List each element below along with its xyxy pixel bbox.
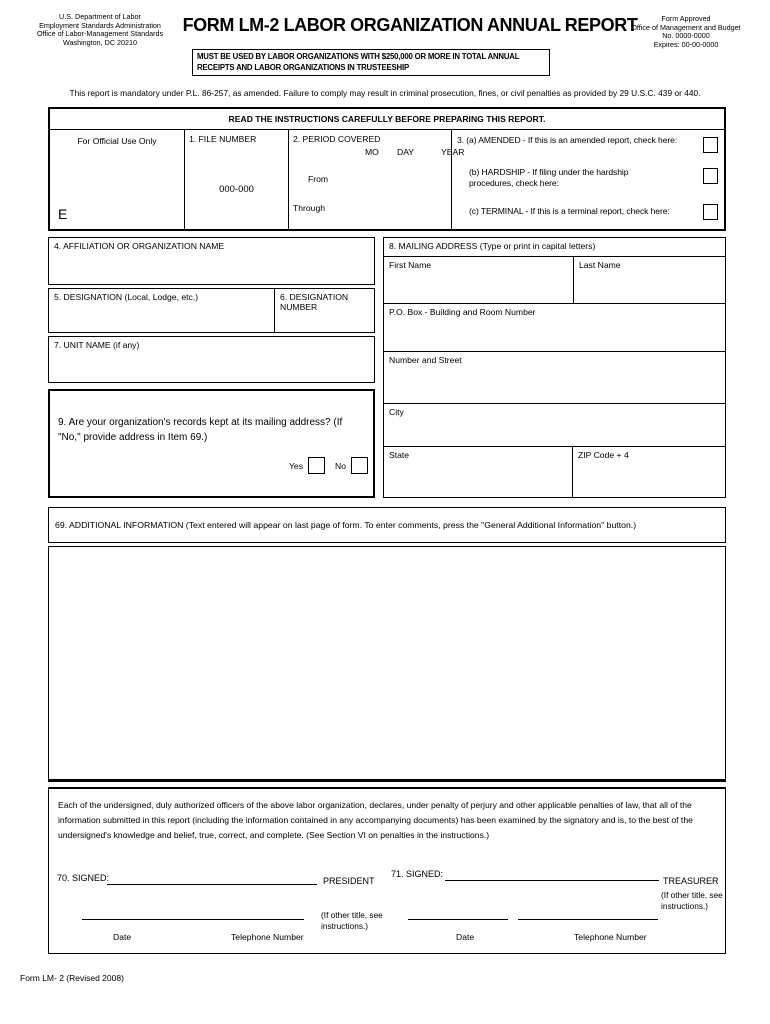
hardship-label: (b) HARDSHIP - If filing under the hardship procedures, check here:: [469, 167, 629, 188]
must-use-note: MUST BE USED BY LABOR ORGANIZATIONS WITH $250,000 OR MORE IN TOTAL ANNUAL RECEIPTS AND LABOR ORGANIZATIONS IN TRUSTEESHIP: [192, 49, 550, 76]
date-line-71[interactable]: [408, 908, 508, 920]
official-use-label: For Official Use Only: [77, 136, 157, 146]
street-label: Number and Street: [389, 355, 462, 365]
zip-label: ZIP Code + 4: [578, 450, 629, 460]
date-label-71: Date: [456, 932, 475, 942]
first-name-label: First Name: [389, 260, 432, 270]
designation-number-field[interactable]: [275, 289, 374, 332]
state-zip-row: [384, 447, 725, 497]
date-phone-line-70[interactable]: [82, 908, 304, 920]
hardship-checkbox[interactable]: [703, 168, 718, 184]
state-label: State: [389, 450, 410, 460]
designation-label: 5. DESIGNATION (Local, Lodge, etc.): [54, 292, 199, 302]
other-title-note-71: (If other title, see instructions.): [661, 890, 723, 911]
mailing-address-header: [384, 238, 725, 257]
file-number-cell: [185, 130, 289, 229]
phone-line-71[interactable]: [518, 908, 658, 920]
form-title: FORM LM-2 LABOR ORGANIZATION ANNUAL REPORT: [182, 15, 638, 35]
terminal-label: (c) TERMINAL - If this is a terminal report, check here:: [469, 206, 670, 216]
po-box-field[interactable]: [384, 304, 725, 352]
period-through-label: Through: [293, 203, 326, 213]
period-from-field[interactable]: [344, 170, 444, 188]
additional-info-header: [48, 507, 726, 543]
instructions-banner: READ THE INSTRUCTIONS CAREFULLY BEFORE PREPARING THIS REPORT.: [50, 109, 724, 130]
agency-line: Washington, DC 20210: [62, 38, 138, 48]
po-box-label: P.O. Box - Building and Room Number: [389, 307, 536, 317]
records-no-checkbox[interactable]: [351, 457, 368, 474]
agency-block: [28, 13, 172, 48]
additional-info-field[interactable]: [48, 546, 726, 782]
unit-name-field[interactable]: [48, 336, 375, 383]
item3-cell: [452, 130, 724, 229]
agency-line: Office of Labor-Management Standards: [36, 29, 164, 39]
mandatory-notice: This report is mandatory under P.L. 86-257, as amended. Failure to comply may result in criminal prosecution, fines, or civil penalties as provided by 29 U.S.C. 439 or 440.: [69, 88, 701, 98]
affiliation-name-field[interactable]: [48, 237, 375, 285]
other-title-note-70: (If other title, see instructions.): [321, 910, 383, 931]
period-covered-cell: [289, 130, 465, 229]
period-mo-label: MO: [365, 147, 379, 157]
phone-label-70: Telephone Number: [231, 932, 304, 942]
unit-name-label: 7. UNIT NAME (if any): [54, 340, 140, 350]
mailing-address-box: [383, 237, 726, 498]
approval-line: Office of Management and Budget: [631, 22, 741, 32]
amended-label: 3. (a) AMENDED - If this is an amended report, check here:: [457, 135, 678, 145]
declaration-text: Each of the undersigned, duly authorized officers of the above labor organization, declares, under penalty of perjury and other applicable penalties of law, that all of the information submitted in this report (including the information contained in any accompanying documents) has been examined by the signatory and is, to the best of the undersigned's knowledge and belief, true, correct, and complete. (See Section VI on penalties in the instructions.): [58, 800, 693, 840]
mailing-address-label: 8. MAILING ADDRESS (Type or print in capital letters): [389, 241, 596, 251]
city-label: City: [389, 407, 404, 417]
period-from-label: From: [308, 174, 329, 184]
signature-line-70[interactable]: [107, 873, 317, 885]
yes-label: Yes: [288, 460, 303, 471]
city-field[interactable]: [384, 404, 725, 447]
date-label-70: Date: [113, 932, 132, 942]
approval-line: No. 0000-0000: [662, 31, 710, 41]
designation-number-label: 6. DESIGNATION NUMBER: [280, 292, 349, 312]
phone-label-71: Telephone Number: [574, 932, 647, 942]
agency-line: U.S. Department of Labor: [59, 12, 141, 21]
first-name-field[interactable]: [384, 257, 574, 303]
last-name-label: Last Name: [579, 260, 621, 270]
records-question-label: 9. Are your organization's records kept at its mailing address? (If "No," provide address in Item 69.): [58, 417, 343, 443]
signature-line-71[interactable]: [445, 869, 659, 881]
no-label: No: [335, 460, 346, 471]
approval-line: Form Approved: [661, 14, 711, 23]
name-row: [384, 257, 725, 304]
president-title: PRESIDENT: [323, 876, 375, 886]
official-use-cell: [50, 130, 185, 229]
top-table: [48, 107, 726, 231]
records-yes-no-row: [289, 457, 368, 474]
file-number-label: 1. FILE NUMBER: [189, 134, 257, 144]
records-question-box: [48, 389, 375, 498]
period-covered-label: 2. PERIOD COVERED: [293, 134, 381, 144]
period-day-label: DAY: [397, 147, 415, 157]
affiliation-name-label: 4. AFFILIATION OR ORGANIZATION NAME: [54, 241, 225, 251]
street-field[interactable]: [384, 352, 725, 404]
agency-line: Employment Standards Administration: [39, 20, 161, 30]
state-field[interactable]: [384, 447, 573, 497]
omb-approval-block: [608, 15, 764, 50]
last-name-field[interactable]: [574, 257, 725, 303]
period-through-field[interactable]: [344, 200, 444, 218]
additional-info-label: 69. ADDITIONAL INFORMATION (Text entered will appear on last page of form. To enter comments, press the "General Additional Information" button.): [55, 520, 637, 530]
designation-field[interactable]: [49, 289, 275, 332]
file-number-value[interactable]: 000-000: [219, 184, 254, 195]
signature-box: [48, 787, 726, 954]
amended-checkbox[interactable]: [703, 137, 718, 153]
signed-71-label: 71. SIGNED:: [391, 869, 444, 879]
signed-70-label: 70. SIGNED:: [57, 873, 110, 883]
form-footer: Form LM- 2 (Revised 2008): [20, 973, 124, 983]
terminal-checkbox[interactable]: [703, 204, 718, 220]
e-marker: E: [58, 206, 68, 222]
treasurer-title: TREASURER: [663, 876, 719, 886]
period-year-label: YEAR: [441, 147, 465, 157]
zip-field[interactable]: [573, 447, 725, 497]
approval-line: Expires: 00-00-0000: [653, 40, 719, 50]
records-yes-checkbox[interactable]: [308, 457, 325, 474]
designation-row: [48, 288, 375, 333]
